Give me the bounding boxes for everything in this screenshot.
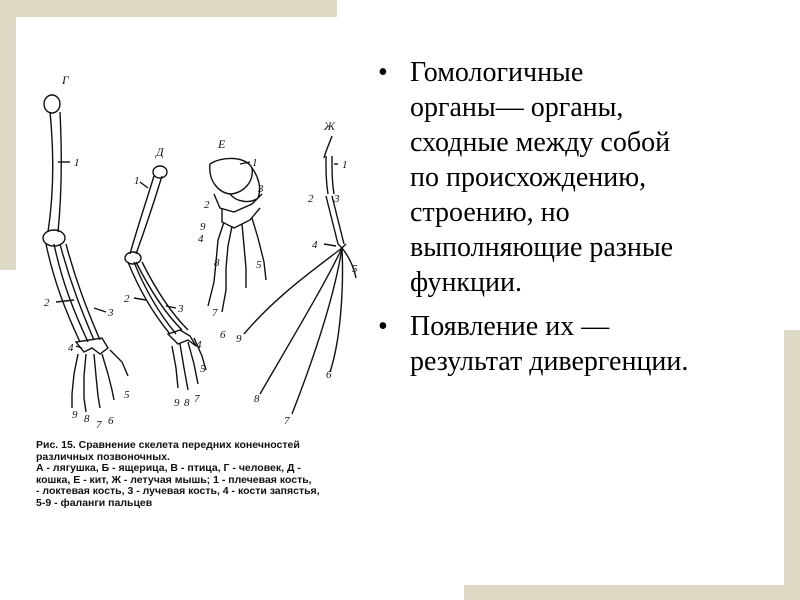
bone-number: 3 <box>178 303 184 315</box>
bone-number: 5 <box>256 259 262 271</box>
bone-number: 9 <box>174 397 180 409</box>
caption-line: - локтевая кость, 3 - лучевая кость, 4 - кости запястья, <box>36 485 320 497</box>
bone-number: 7 <box>96 419 102 431</box>
bone-number: 5 <box>352 263 358 275</box>
bullet-text-line: по происхождению, <box>410 162 647 193</box>
label-e: Е <box>218 137 226 151</box>
bone-number: 7 <box>212 307 218 319</box>
bone-number: 1 <box>342 159 348 171</box>
limb-skeleton-figure <box>36 72 366 532</box>
bullet-text-line: Появление их — <box>410 311 610 342</box>
bone-number: 5 <box>124 389 130 401</box>
bullet-text-line: строению, но <box>410 197 570 228</box>
bullet-marker: • <box>378 57 388 88</box>
bone-number: 9 <box>72 409 78 421</box>
bullet-text-line: выполняющие разные <box>410 232 674 263</box>
human-arm <box>43 73 130 431</box>
bullet-text-line: сходные между собой <box>410 127 671 158</box>
bone-number: 8 <box>184 397 190 409</box>
bullet-text-line: органы— органы, <box>410 92 624 123</box>
bone-number: 3 <box>108 307 114 319</box>
bullet-marker: • <box>378 311 388 342</box>
label-g: Г <box>62 73 69 87</box>
bone-number: 9 <box>200 221 206 233</box>
caption-line: кошка, Е - кит, Ж - летучая мышь; 1 - плечевая кость, <box>36 473 312 486</box>
bone-number: 4 <box>196 339 202 351</box>
slide <box>16 17 784 585</box>
bone-number: 3 <box>258 183 264 195</box>
bone-number: 2 <box>204 199 210 211</box>
bone-number: 9 <box>236 333 242 345</box>
bone-number: 1 <box>252 157 258 169</box>
bone-number: 3 <box>334 193 340 205</box>
bullet-item-homologous-definition <box>378 55 778 300</box>
caption-line: 5-9 - фаланги пальцев <box>36 496 153 509</box>
bone-number: 6 <box>220 329 226 341</box>
bone-number: 4 <box>198 233 204 245</box>
bone-number: 4 <box>312 239 318 251</box>
bone-number: 6 <box>108 415 114 427</box>
bone-number: 6 <box>326 369 332 381</box>
bullet-text-line: функции. <box>410 267 522 298</box>
limb-skeleton-drawing <box>36 72 366 442</box>
third-limb <box>198 137 266 341</box>
bone-number: 2 <box>308 193 314 205</box>
bone-number: 5 <box>200 363 206 375</box>
bone-number: 1 <box>74 157 80 169</box>
bone-number: 4 <box>68 342 74 354</box>
second-limb <box>124 145 206 409</box>
caption-line: А - лягушка, Б - ящерица, В - птица, Г - человек, Д - <box>36 462 301 474</box>
bone-number: 7 <box>284 415 290 427</box>
bone-number: 1 <box>134 175 140 187</box>
label-d: Д <box>156 145 164 159</box>
bullet-list <box>378 55 778 379</box>
bone-number: 8 <box>84 413 90 425</box>
bullet-item-divergence <box>378 309 778 379</box>
caption-line: различных позвоночных. <box>36 450 170 463</box>
bullet-text-line: результат дивергенции. <box>410 346 689 377</box>
bone-number: 2 <box>44 297 50 309</box>
label-zh: Ж <box>324 119 335 133</box>
bone-number: 7 <box>194 393 200 405</box>
bone-number: 2 <box>124 293 130 305</box>
bone-number: 8 <box>214 257 220 269</box>
caption-line: Рис. 15. Сравнение скелета передних конечностей <box>36 439 300 451</box>
bullet-text-line: Гомологичные <box>410 57 584 88</box>
bone-number: 8 <box>254 393 260 405</box>
figure-caption <box>36 440 366 509</box>
